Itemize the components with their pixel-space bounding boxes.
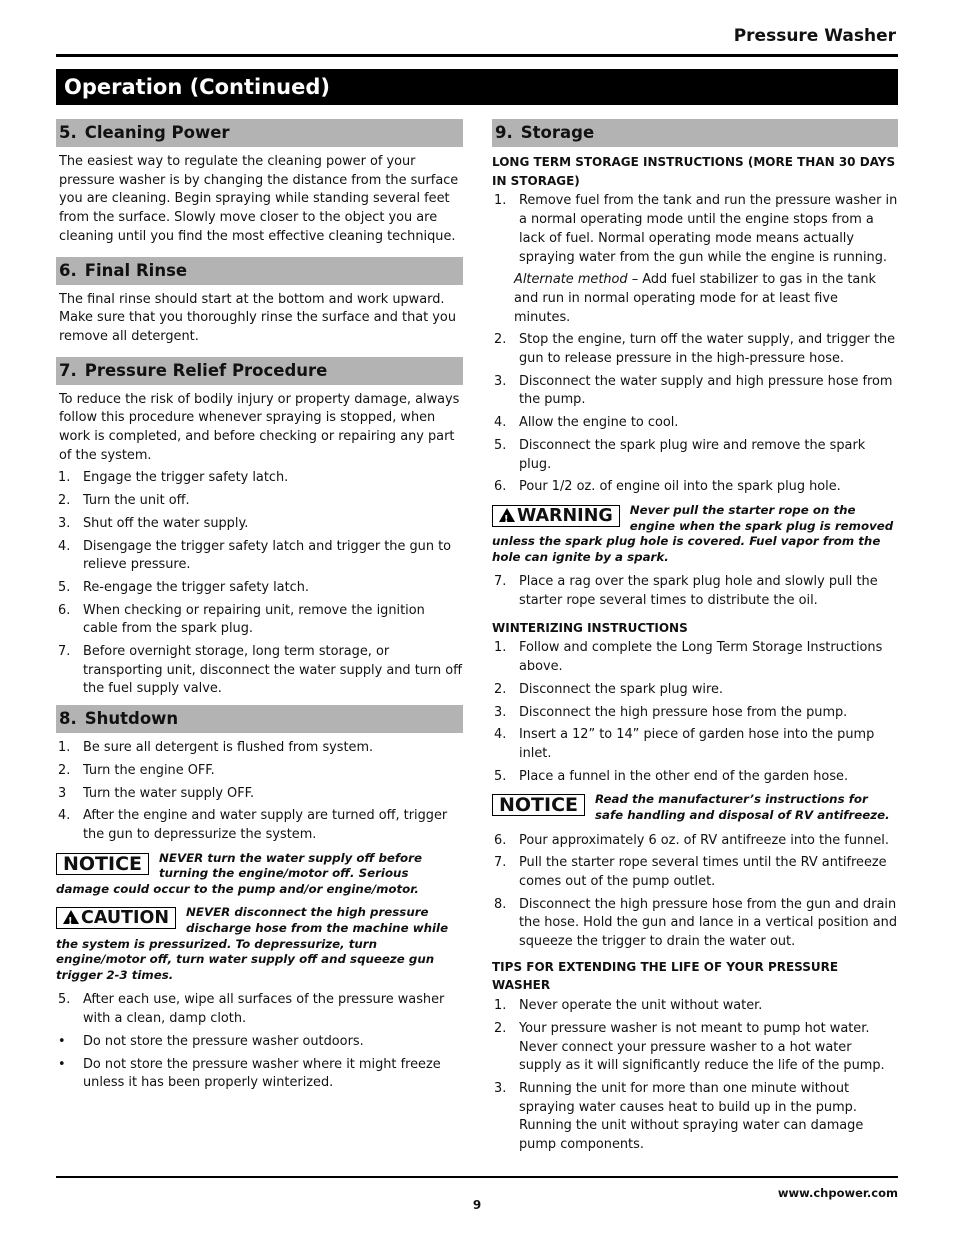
website-url: www.chpower.com <box>777 1186 898 1200</box>
list-item: 3. Running the unit for more than one minute without spraying water causes heat to build up in the pump. Running the unit without spraying water can damage pump components. <box>494 1080 864 1153</box>
list-item: 2. Turn the engine OFF. <box>58 762 215 778</box>
list-item: 3. Disconnect the high pressure hose from the pump. <box>494 704 848 720</box>
list-item: 5. Re-engage the trigger safety latch. <box>58 579 309 595</box>
final-rinse-text: The final rinse should start at the bottom and work upward. Make sure that you thoroughly rinse the surface and that you remove all detergent. <box>59 291 456 344</box>
caution-badge <box>56 907 176 929</box>
section-title: Shutdown <box>84 709 179 729</box>
left-column <box>56 119 463 1097</box>
list-item: 3. Disconnect the water supply and high pressure hose from the pump. <box>494 373 893 408</box>
warning-label: WARNING <box>517 505 613 526</box>
caution-text: NEVER disconnect the high pressure discharge hose from the machine while the system is pressurized. To depressurize, turn engine/motor off, turn water supply off and squeeze gun trigger 2-3 times. <box>56 905 449 982</box>
alternate-method-label: Alternate method <box>514 272 628 288</box>
bottom-divider <box>56 1176 898 1178</box>
list-item: 4. Allow the engine to cool. <box>494 415 679 431</box>
section-title: Pressure Relief Procedure <box>84 360 328 380</box>
list-item: 5. Place a funnel in the other end of the garden hose. <box>494 768 849 784</box>
list-item: 1. Never operate the unit without water. <box>494 998 763 1014</box>
list-item: 1. Remove fuel from the tank and run the pressure washer in a normal operating mode until the engine stops from a lack of fuel. Normal operating mode means actually spraying water from the gun while the engine is running. <box>494 193 898 265</box>
storage-list-continued <box>492 331 898 497</box>
section-number: 5. <box>59 123 77 142</box>
winterizing-list <box>492 639 898 786</box>
notice-label: NOTICE <box>56 853 149 875</box>
notice-text: NEVER turn the water supply off before turning the engine/motor off. Serious damage could occur to the pump and/or engine/motor. <box>56 850 422 896</box>
pressure-relief-intro: To reduce the risk of bodily injury or property damage, always follow this procedure whenever spraying is stopped, when work is completed, and before checking or repairing any part of the system. <box>59 391 460 463</box>
list-item: 4. Disengage the trigger safety latch and trigger the gun to relieve pressure. <box>58 538 452 573</box>
tips-list <box>492 997 898 1155</box>
storage-list-final <box>492 573 898 610</box>
notice-box <box>492 792 898 823</box>
list-item: 2. Turn the unit off. <box>58 493 190 509</box>
section-number: 7. <box>59 360 77 380</box>
section-heading-shutdown <box>56 705 463 733</box>
list-item: 6. Pour approximately 6 oz. of RV antifreeze into the funnel. <box>494 832 889 848</box>
section-number: 6. <box>59 260 77 280</box>
list-item: 2. Disconnect the spark plug wire. <box>494 681 724 697</box>
section-title: Storage <box>520 123 595 142</box>
list-item: 1. Be sure all detergent is flushed from system. <box>58 740 374 756</box>
list-item: 5. After each use, wipe all surfaces of the pressure washer with a clean, damp cloth. <box>58 992 445 1027</box>
list-item: 1. Engage the trigger safety latch. <box>58 470 289 486</box>
warning-triangle-icon <box>499 508 515 522</box>
section-number: 8. <box>59 709 77 729</box>
storage-list <box>492 192 898 267</box>
warning-triangle-icon <box>63 910 79 924</box>
list-item: 5. Disconnect the spark plug wire and remove the spark plug. <box>494 437 866 472</box>
list-item: 7. Place a rag over the spark plug hole and slowly pull the starter rope several times to distribute the oil. <box>494 574 878 609</box>
section-heading-storage <box>492 119 898 147</box>
shutdown-list <box>56 739 463 845</box>
section-heading-pressure-relief <box>56 357 463 385</box>
alternate-method <box>492 271 898 327</box>
top-divider <box>56 54 898 57</box>
right-column <box>492 119 898 1159</box>
list-item: • Do not store the pressure washer outdoors. <box>58 1033 364 1049</box>
cleaning-power-text: The easiest way to regulate the cleaning power of your pressure washer is by changing the distance from the surface you are cleaning. Begin spraying while standing several feet from the surface. Slowly move closer to the object you are cleaning until you find the most effective cleaning technique. <box>59 154 459 244</box>
long-term-storage-heading: LONG TERM STORAGE INSTRUCTIONS (MORE THAN 30 DAYS IN STORAGE) <box>492 155 896 188</box>
alternate-method-text: – Add fuel stabilizer to gas in the tank and run in normal operating mode for at least five minutes. <box>514 272 876 325</box>
section-heading-cleaning-power <box>56 119 463 147</box>
warning-box <box>492 503 898 565</box>
section-heading-final-rinse <box>56 257 463 285</box>
notice-label: NOTICE <box>492 794 585 816</box>
list-item: 3. Shut off the water supply. <box>58 515 249 531</box>
section-number: 9. <box>495 123 513 142</box>
shutdown-list-continued <box>56 991 463 1093</box>
page-number: 9 <box>472 1198 482 1212</box>
notice-text: Read the manufacturer’s instructions for safe handling and disposal of RV antifreeze. <box>595 792 890 822</box>
section-title: Final Rinse <box>84 260 188 280</box>
section-banner: Operation (Continued) <box>56 69 898 105</box>
warning-badge <box>492 505 620 527</box>
pressure-relief-list <box>56 469 463 699</box>
list-item: 8. Disconnect the high pressure hose from the gun and drain the hose. Hold the gun and lance in a vertical position and squeeze the trigger to drain the water out. <box>494 896 897 950</box>
list-item: • Do not store the pressure washer where it might freeze unless it has been properly winterized. <box>58 1056 441 1091</box>
document-title: Pressure Washer <box>733 26 896 46</box>
winterizing-heading: WINTERIZING INSTRUCTIONS <box>492 620 688 635</box>
list-item: 2. Your pressure washer is not meant to pump hot water. Never connect your pressure washer to a hot water supply as it will significantly reduce the life of the pump. <box>494 1020 885 1074</box>
section-title: Cleaning Power <box>84 123 230 142</box>
list-item: 6. When checking or repairing unit, remove the ignition cable from the spark plug. <box>58 602 425 637</box>
warning-text: Never pull the starter rope on the engine when the spark plug is removed unless the spark plug hole is covered. Fuel vapor from the hole can ignite by a spark. <box>492 502 894 564</box>
list-item: 7. Before overnight storage, long term storage, or transporting unit, disconnect the water supply and turn off the fuel supply valve. <box>58 644 463 697</box>
list-item: 3 Turn the water supply OFF. <box>58 785 255 801</box>
caution-label: CAUTION <box>81 908 170 929</box>
caution-box <box>56 905 463 983</box>
tips-heading: TIPS FOR EXTENDING THE LIFE OF YOUR PRESSURE WASHER <box>492 959 839 993</box>
list-item: 7. Pull the starter rope several times until the RV antifreeze comes out of the pump outlet. <box>494 855 887 889</box>
list-item: 1. Follow and complete the Long Term Storage Instructions above. <box>494 640 883 675</box>
notice-box <box>56 851 463 898</box>
list-item: 6. Pour 1/2 oz. of engine oil into the spark plug hole. <box>494 479 841 495</box>
list-item: 4. Insert a 12” to 14” piece of garden hose into the pump inlet. <box>494 727 875 761</box>
winterizing-list-continued <box>492 832 898 952</box>
list-item: 4. After the engine and water supply are turned off, trigger the gun to depressurize the system. <box>58 808 448 842</box>
list-item: 2. Stop the engine, turn off the water supply, and trigger the gun to release pressure in the high-pressure hose. <box>494 332 896 367</box>
